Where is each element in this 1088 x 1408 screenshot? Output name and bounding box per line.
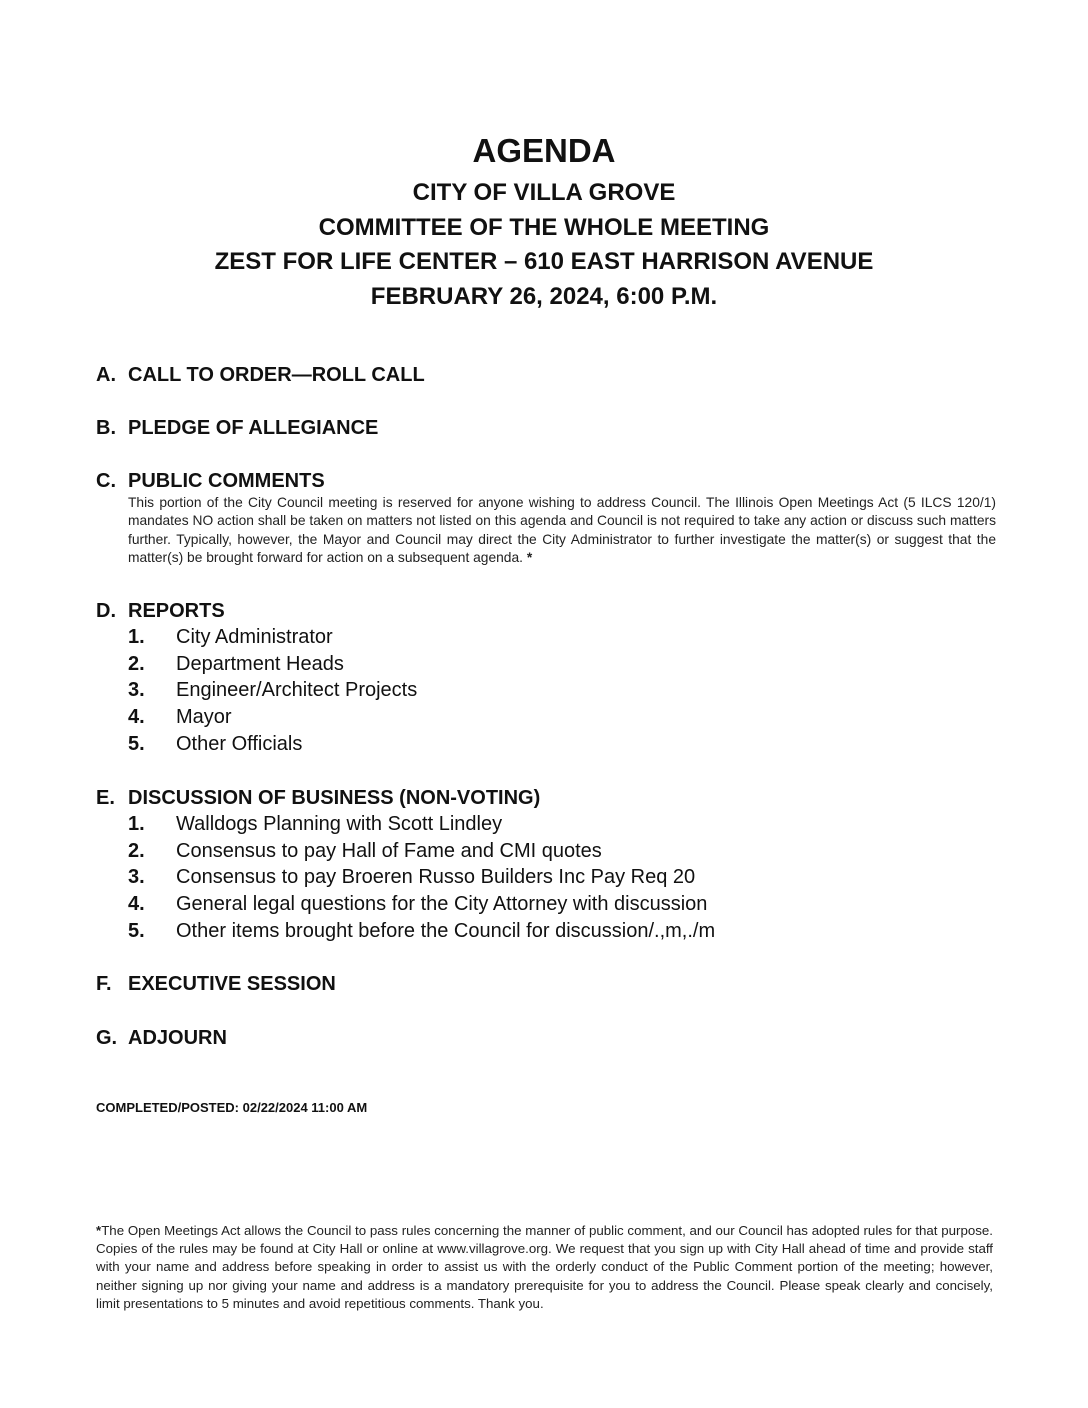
- item-text: City Administrator: [176, 626, 333, 648]
- list-item: [128, 624, 996, 651]
- discussion-list: [128, 811, 996, 945]
- meeting-date: FEBRUARY 26, 2024, 6:00 P.M.: [370, 282, 718, 310]
- section-letter: B.: [96, 417, 116, 439]
- section-letter: G.: [96, 1027, 118, 1049]
- meeting-name: COMMITTEE OF THE WHOLE MEETING: [318, 213, 770, 241]
- section-pledge: [96, 415, 996, 441]
- item-number: 5.: [128, 919, 145, 942]
- posted-timestamp: COMPLETED/POSTED: 02/22/2024 11:00 AM: [96, 1100, 368, 1115]
- section-title: ADJOURN: [128, 1027, 227, 1049]
- section-letter: F.: [96, 973, 112, 995]
- section-executive-session: [96, 971, 996, 997]
- item-number: 2.: [128, 652, 145, 675]
- section-heading: [96, 468, 996, 494]
- list-item: [128, 891, 996, 918]
- section-title: PUBLIC COMMENTS: [128, 470, 325, 492]
- item-text: Other Officials: [176, 732, 303, 755]
- footnote: [96, 1222, 993, 1313]
- item-text: General legal questions for the City Attorney with discussion: [176, 893, 708, 916]
- list-item: [128, 704, 996, 731]
- section-heading: [96, 598, 996, 624]
- public-comments-description: [128, 494, 996, 567]
- agenda-header: [0, 130, 1088, 314]
- list-item: [128, 731, 996, 758]
- list-item: [128, 811, 996, 838]
- item-number: 4.: [128, 706, 145, 729]
- section-letter: D.: [96, 600, 116, 622]
- item-number: 2.: [128, 839, 145, 862]
- section-title: REPORTS: [128, 600, 225, 622]
- list-item: [128, 864, 996, 891]
- footnote-asterisk: *: [96, 1223, 102, 1238]
- item-text: Department Heads: [176, 652, 344, 675]
- section-heading: [96, 415, 996, 441]
- item-text: Consensus to pay Broeren Russo Builders Inc Pay Req 20: [176, 866, 696, 889]
- section-heading: [96, 971, 996, 997]
- item-number: 3.: [128, 679, 145, 702]
- item-text: Walldogs Planning with Scott Lindley: [176, 813, 503, 835]
- section-adjourn: [96, 1025, 996, 1051]
- section-heading: [96, 785, 996, 811]
- section-reports: [96, 598, 996, 758]
- section-title: CALL TO ORDER—ROLL CALL: [128, 364, 425, 386]
- city-name: CITY OF VILLA GROVE: [412, 179, 676, 206]
- section-title: EXECUTIVE SESSION: [128, 973, 336, 995]
- section-title: DISCUSSION OF BUSINESS (NON-VOTING): [128, 787, 541, 809]
- section-letter: C.: [96, 470, 116, 492]
- section-heading: [96, 1025, 996, 1051]
- item-number: 4.: [128, 893, 145, 916]
- asterisk-mark: *: [526, 549, 533, 565]
- list-item: [128, 651, 996, 678]
- item-number: 1.: [128, 813, 145, 835]
- list-item: [128, 918, 996, 945]
- item-text: Mayor: [176, 706, 232, 729]
- section-letter: E.: [96, 787, 115, 809]
- list-item: [128, 677, 996, 704]
- item-text: Engineer/Architect Projects: [176, 679, 418, 702]
- item-text: Other items brought before the Council for discussion/.,m,./m: [176, 919, 716, 942]
- meeting-location: ZEST FOR LIFE CENTER – 610 EAST HARRISON AVENUE: [214, 248, 874, 275]
- item-text: Consensus to pay Hall of Fame and CMI quotes: [176, 839, 602, 862]
- item-number: 5.: [128, 732, 145, 755]
- section-discussion: [96, 785, 996, 945]
- description-text: This portion of the City Council meeting is reserved for anyone wishing to address Council. The Illinois Open Meetings Act (5 ILCS 120/1) mandates NO action shall be taken on matters not listed on this agenda and Council is not required to take any action or discuss such matters further. Typically, however, the Mayor and Council may direct the City Administrator to further investigate the matter(s) or suggest that the matter(s) be brought forward for action on a subsequent agenda.: [128, 495, 996, 565]
- list-item: [128, 838, 996, 865]
- footnote-text: The Open Meetings Act allows the Council to pass rules concerning the manner of public comment, and our Council has adopted rules for that purpose. Copies of the rules may be found at City Hall or online at www.villagrove.org. We request that you sign up with City Hall ahead of time and provide staff with your name and address before speaking in order to assist us with the orderly conduct of the Public Comment portion of the meeting; however, neither signing up nor giving your name and address is a mandatory prerequisite for you to address the Council. Please speak clearly and concisely, limit presentations to 5 minutes and avoid repetitious comments. Thank you.: [96, 1223, 993, 1311]
- section-letter: A.: [96, 364, 116, 386]
- item-number: 1.: [128, 626, 145, 648]
- section-call-to-order: [96, 362, 996, 388]
- section-title: PLEDGE OF ALLEGIANCE: [128, 417, 379, 439]
- section-public-comments: [96, 468, 996, 567]
- section-heading: [96, 362, 996, 388]
- reports-list: [128, 624, 996, 758]
- page-title: AGENDA: [472, 132, 616, 169]
- item-number: 3.: [128, 866, 145, 889]
